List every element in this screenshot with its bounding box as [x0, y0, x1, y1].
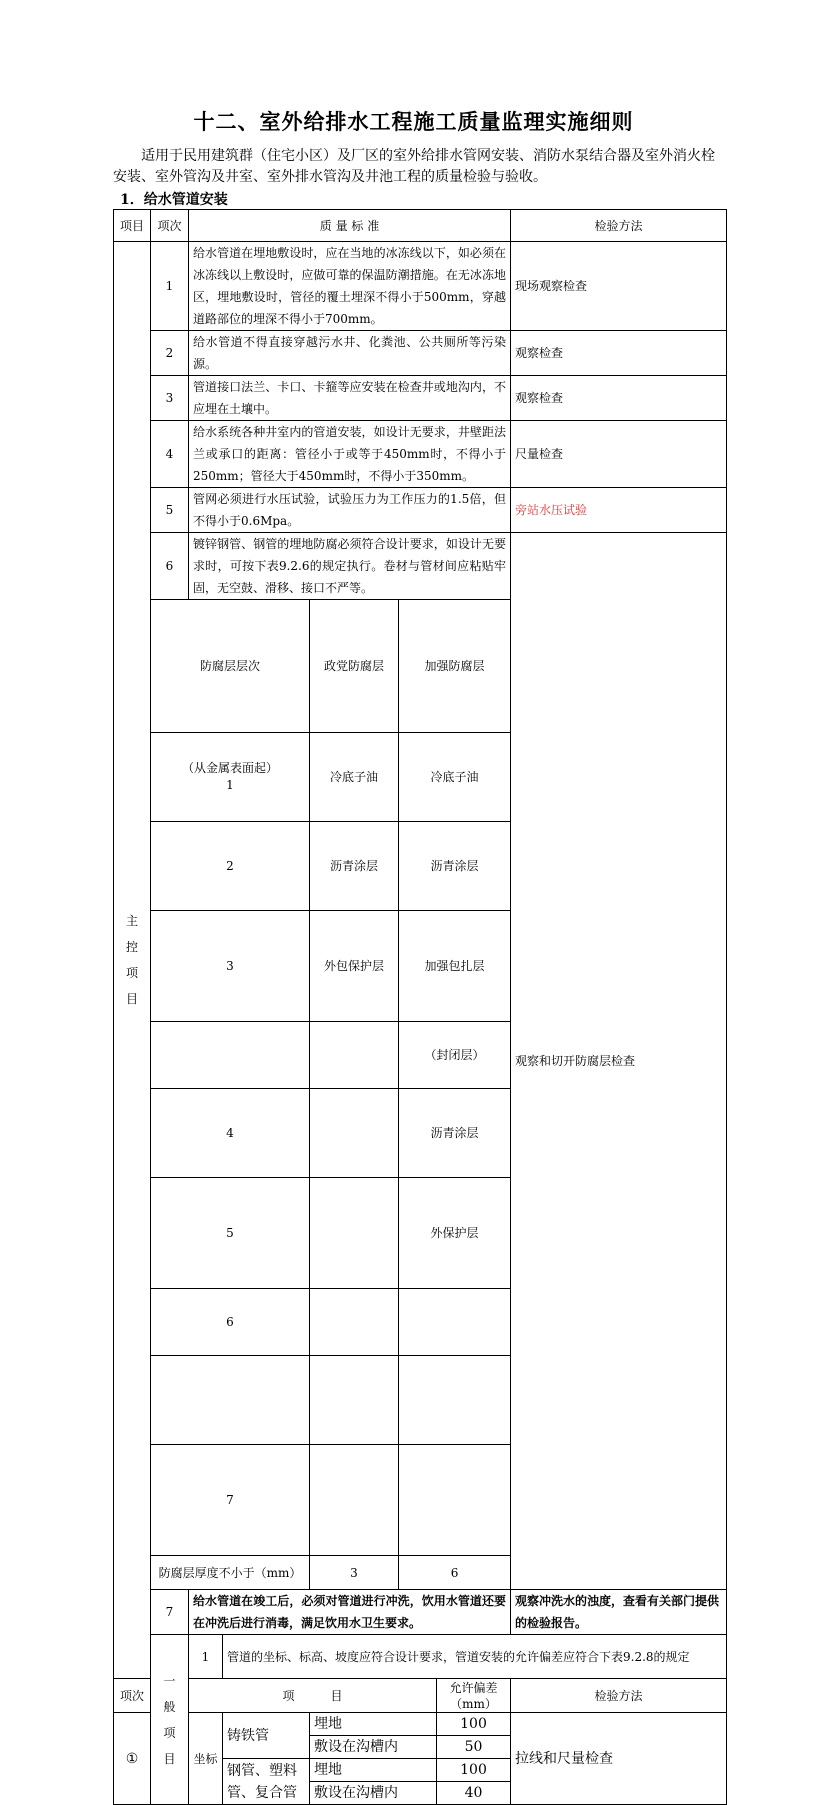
- row-no: 1: [151, 242, 189, 331]
- anti-cell: [399, 1445, 511, 1556]
- row-method: 现场观察检查: [511, 242, 727, 331]
- anti-cell: 6: [399, 1556, 511, 1590]
- row-no: 6: [151, 533, 189, 600]
- gen-header-method: 检验方法: [511, 1679, 727, 1713]
- anti-cell: 2: [151, 822, 310, 911]
- anti-cell: 沥青涂层: [310, 822, 399, 911]
- gen-place: 敷设在沟槽内: [310, 1736, 437, 1759]
- row-standard: 管道接口法兰、卡口、卡箍等应安装在检查井或地沟内，不应埋在土壤中。: [189, 376, 511, 421]
- page-title: 十二、室外给排水工程施工质量监理实施细则: [193, 109, 634, 134]
- row-method: 尺量检查: [511, 421, 727, 488]
- gen-place: 埋地: [310, 1759, 437, 1782]
- gen-header-no: 项次: [114, 1679, 151, 1713]
- header-no: 项次: [151, 210, 189, 242]
- intro-paragraph: 适用于民用建筑群（住宅小区）及厂区的室外给排水管网安装、消防水泵结合器及室外消火栓安装、室外管沟及井室、室外排水管沟及井池工程的质量检验与验收。: [113, 148, 715, 185]
- anti-cell: 冷底子油: [310, 733, 399, 822]
- row-method: 观察和切开防腐层检查: [511, 533, 727, 1590]
- row-no: 1: [189, 1635, 223, 1679]
- anti-cell: 5: [151, 1178, 310, 1289]
- main-items-label: 主 控 项 目: [114, 242, 151, 1679]
- gen-place: 埋地: [310, 1713, 437, 1736]
- anti-cell: 冷底子油: [399, 733, 511, 822]
- anti-cell: [310, 1289, 399, 1356]
- anti-cell: [310, 1022, 399, 1089]
- gen-method: 拉线和尺量检查: [511, 1713, 727, 1805]
- anti-cell: [151, 1356, 310, 1445]
- cast-iron-label: 铸铁管: [223, 1713, 310, 1759]
- gen-deviation: 50: [437, 1736, 511, 1759]
- section-heading: 1．给水管道安装: [120, 192, 228, 208]
- row-method: 观察检查: [511, 331, 727, 376]
- header-standard: 质 量 标 准: [189, 210, 511, 242]
- row-no: 7: [151, 1590, 189, 1635]
- anti-cell: 7: [151, 1445, 310, 1556]
- row-standard: 给水管道在埋地敷设时，应在当地的冰冻线以下，如必须在冰冻线以上敷设时，应做可靠的保温防潮措施。在无冰冻地区，埋地敷设时，管径的覆土埋深不得小于500mm，穿越道路部位的埋深不得小于700mm。: [189, 242, 511, 331]
- anti-cell: 沥青涂层: [399, 1089, 511, 1178]
- row-standard: 给水系统各种井室内的管道安装，如设计无要求，井壁距法兰或承口的距离：管径小于或等于450mm时，不得小于250mm；管径大于450mm时，不得小于350mm。: [189, 421, 511, 488]
- anti-cell: [151, 1022, 310, 1089]
- row-standard: 镀锌钢管、钢管的埋地防腐必须符合设计要求，如设计无要求时，可按下表9.2.6的规定执行。卷材与管材间应粘贴牢固，无空鼓、滑移、接口不严等。: [189, 533, 511, 600]
- anti-cell: 6: [151, 1289, 310, 1356]
- anti-cell: [310, 1445, 399, 1556]
- anti-cell: 外保护层: [399, 1178, 511, 1289]
- anti-cell: 4: [151, 1089, 310, 1178]
- anti-cell: 加强包扎层: [399, 911, 511, 1022]
- header-method: 检验方法: [511, 210, 727, 242]
- row-no: 3: [151, 376, 189, 421]
- general-items-label: 一 般 项 目: [151, 1635, 189, 1805]
- anti-header-cell: 防腐层层次: [151, 600, 310, 733]
- gen-row-no: ①: [114, 1713, 151, 1805]
- anti-cell: （封闭层）: [399, 1022, 511, 1089]
- anti-header-cell: 政党防腐层: [310, 600, 399, 733]
- anti-cell: 外包保护层: [310, 911, 399, 1022]
- row-standard: 给水管道不得直接穿越污水井、化粪池、公共厕所等污染源。: [189, 331, 511, 376]
- row-no: 4: [151, 421, 189, 488]
- gen-place: 敷设在沟槽内: [310, 1782, 437, 1805]
- gen-deviation: 40: [437, 1782, 511, 1805]
- row-standard: 给水管道在竣工后，必须对管道进行冲洗，饮用水管道还要在冲洗后进行消毒，满足饮用水卫生要求。: [189, 1590, 511, 1635]
- row-method: 旁站水压试验: [511, 488, 727, 533]
- anti-cell: [399, 1289, 511, 1356]
- anti-cell: [310, 1356, 399, 1445]
- gen-header-deviation: 允许偏差（mm）: [437, 1679, 511, 1713]
- anti-cell: 防腐层厚度不小于（mm）: [151, 1556, 310, 1590]
- gen-group-label: 坐标: [189, 1713, 223, 1805]
- anti-cell: 3: [310, 1556, 399, 1590]
- gen-header-item: 项 目: [189, 1679, 437, 1713]
- row-method: 观察检查: [511, 376, 727, 421]
- row-no: 5: [151, 488, 189, 533]
- anti-cell: [310, 1089, 399, 1178]
- header-item: 项目: [114, 210, 151, 242]
- anti-cell: （从金属表面起） 1: [151, 733, 310, 822]
- quality-table: [113, 209, 727, 1805]
- row-no: 2: [151, 331, 189, 376]
- row-method: 观察冲洗水的浊度，查看有关部门提供的检验报告。: [511, 1590, 727, 1635]
- anti-cell: [310, 1178, 399, 1289]
- steel-label: 钢管、塑料管、复合管: [223, 1759, 310, 1805]
- row-standard: 管道的坐标、标高、坡度应符合设计要求，管道安装的允许偏差应符合下表9.2.8的规定: [223, 1635, 727, 1679]
- gen-deviation: 100: [437, 1759, 511, 1782]
- anti-cell: 沥青涂层: [399, 822, 511, 911]
- row-standard: 管网必须进行水压试验，试验压力为工作压力的1.5倍，但不得小于0.6Mpa。: [189, 488, 511, 533]
- anti-header-cell: 加强防腐层: [399, 600, 511, 733]
- anti-cell: 3: [151, 911, 310, 1022]
- gen-deviation: 100: [437, 1713, 511, 1736]
- anti-cell: [399, 1356, 511, 1445]
